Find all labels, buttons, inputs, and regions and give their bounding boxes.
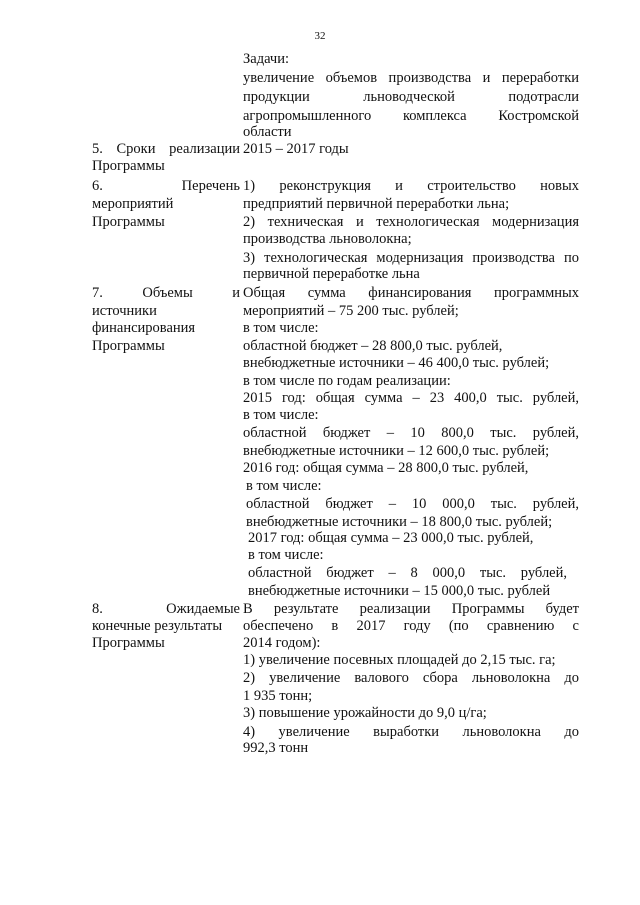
results-line: 3) повышение урожайности до 9,0 ц/га; (243, 705, 487, 721)
funding-label: источники (92, 303, 157, 319)
results-line: 1 935 тонн; (243, 688, 313, 704)
tasks-line: области (243, 124, 292, 140)
funding-line: областной бюджет – 28 800,0 тыс. рублей, (243, 338, 503, 354)
results-line: 1) увеличение посевных площадей до 2,15 тыс. га; (243, 652, 556, 668)
funding-label: Программы (92, 338, 165, 354)
funding-line: мероприятий – 75 200 тыс. рублей; (243, 303, 459, 319)
funding-label: 7. Объемы и (92, 285, 240, 301)
funding-line: в том числе: (243, 407, 319, 423)
timing-label: 5. Сроки реализации (92, 141, 240, 157)
funding-line: 2015 год: общая сумма – 23 400,0 тыс. рублей, (243, 390, 579, 406)
results-line: 992,3 тонн (243, 740, 309, 756)
tasks-line: продукции льноводческой подотрасли (243, 89, 579, 105)
results-label: конечные результаты (92, 618, 223, 634)
funding-line: внебюджетные источники – 12 600,0 тыс. рублей; (243, 443, 550, 459)
funding-line: внебюджетные источники – 18 800,0 тыс. рублей; (246, 514, 553, 530)
measures-item: 1) реконструкция и строительство новых (243, 178, 579, 194)
funding-line: в том числе: (243, 320, 319, 336)
funding-line: областной бюджет – 10 000,0 тыс. рублей, (246, 496, 579, 512)
funding-line: в том числе: (246, 478, 322, 494)
results-line: 4) увеличение выработки льноволокна до (243, 724, 579, 740)
results-line: В результате реализации Программы будет (243, 601, 579, 617)
measures-label: Программы (92, 214, 165, 230)
tasks-line: агропромышленного комплекса Костромской (243, 108, 579, 124)
funding-line: в том числе по годам реализации: (243, 373, 451, 389)
results-label: Программы (92, 635, 165, 651)
funding-line: 2016 год: общая сумма – 28 800,0 тыс. рублей, (243, 460, 529, 476)
results-label: 8. Ожидаемые (92, 601, 240, 617)
measures-item: 2) техническая и технологическая модернизация (243, 214, 579, 230)
results-line: обеспечено в 2017 году (по сравнению с (243, 618, 579, 634)
measures-label: 6. Перечень (92, 178, 240, 194)
funding-line: областной бюджет – 8 000,0 тыс. рублей, (248, 565, 567, 581)
measures-item: предприятий первичной переработки льна; (243, 196, 510, 212)
funding-line: 2017 год: общая сумма – 23 000,0 тыс. рублей, (248, 530, 534, 546)
tasks-line: увеличение объемов производства и переработки (243, 70, 579, 86)
funding-line: Общая сумма финансирования программных (243, 285, 579, 301)
measures-item: 3) технологическая модернизация производства по (243, 250, 579, 266)
measures-label: мероприятий (92, 196, 174, 212)
page-number: 32 (314, 30, 326, 42)
results-line: 2) увеличение валового сбора льноволокна до (243, 670, 579, 686)
funding-line: в том числе: (248, 547, 324, 563)
funding-line: областной бюджет – 10 800,0 тыс. рублей, (243, 425, 579, 441)
tasks-heading: Задачи: (243, 51, 290, 67)
results-line: 2014 годом): (243, 635, 321, 651)
funding-line: внебюджетные источники – 15 000,0 тыс. рублей (248, 583, 551, 599)
timing-value: 2015 – 2017 годы (243, 141, 349, 157)
timing-label: Программы (92, 158, 165, 174)
funding-label: финансирования (92, 320, 196, 336)
measures-item: производства льноволокна; (243, 231, 412, 247)
funding-line: внебюджетные источники – 46 400,0 тыс. рублей; (243, 355, 550, 371)
measures-item: первичной переработке льна (243, 266, 420, 282)
